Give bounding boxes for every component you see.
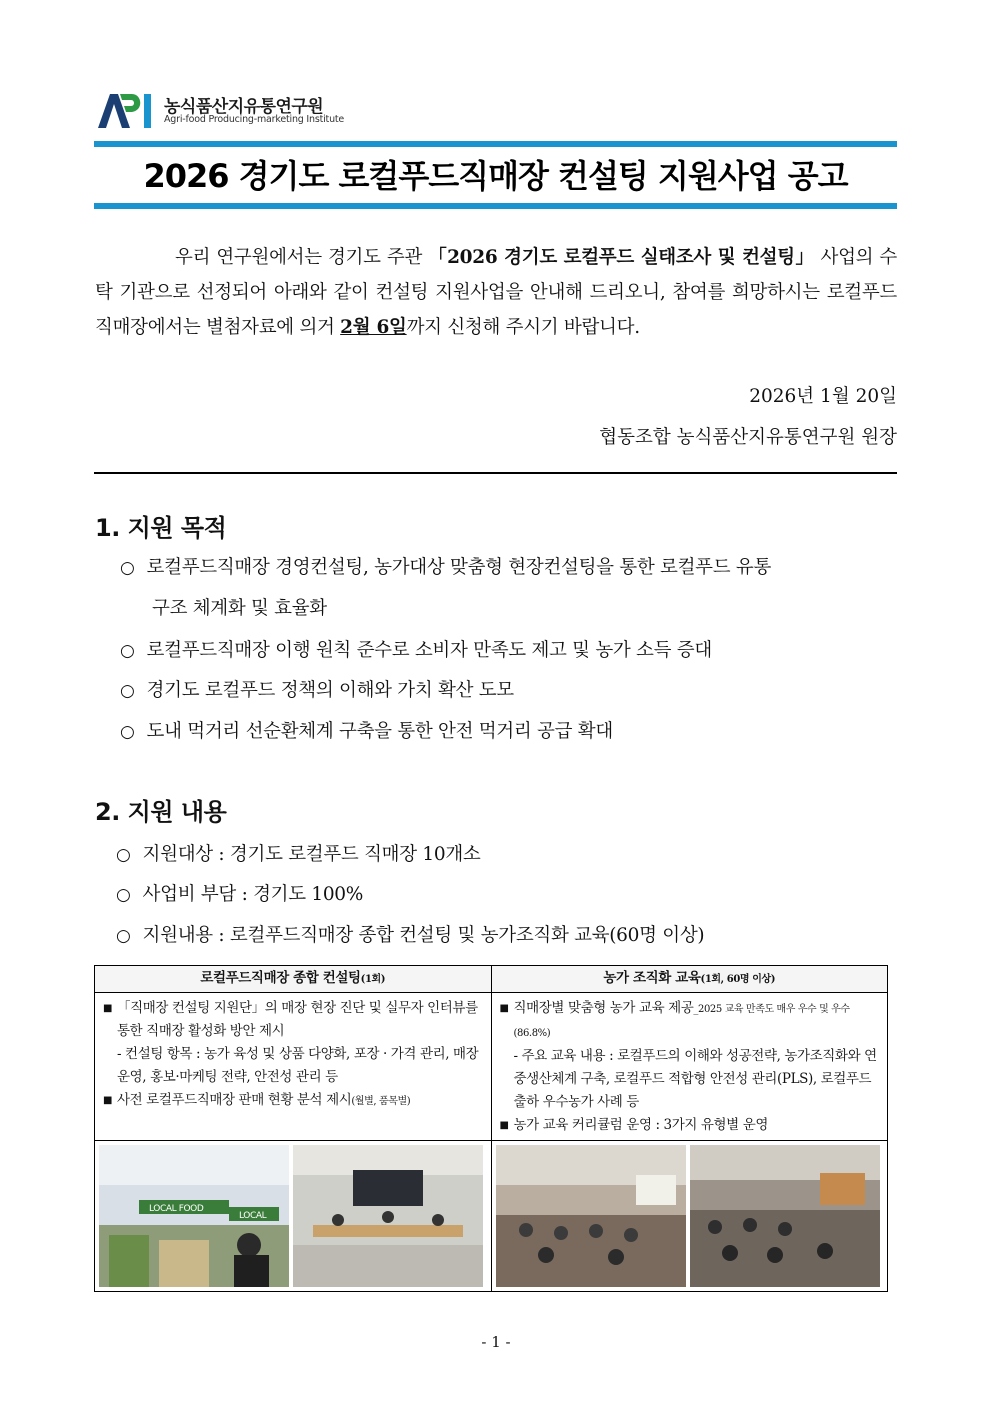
intro-text-a: 우리 연구원에서는 경기도 주관	[175, 247, 429, 268]
circle-bullet-icon: ○	[120, 641, 135, 661]
purpose-item-text: 경기도 로컬푸드 정책의 이해와 가치 확산 도모	[146, 680, 514, 701]
title-top-rule	[94, 141, 897, 147]
intro-text-c: 사업의 수탁 기관으로 선정되어 아래와 같이 컨설팅 지원사업을 안내해 드리오니, 참여를 희망하시는 로컬푸드직매장에서는 별첨자료에 의거	[95, 247, 898, 338]
content-item	[116, 921, 704, 947]
notice-date: 2026년 1월 20일	[749, 386, 897, 407]
application-deadline: 2월 6일	[340, 317, 407, 338]
list-sub-item: - 주요 교육 내용 : 로컬푸드의 이해와 성공전략, 농가조직화와 연중생산체계 구축, 로컬푸드 적합형 안전성 관리(PLS), 로컬푸드 출하 우수농가 사례 등	[513, 1048, 877, 1110]
circle-bullet-icon: ○	[116, 885, 131, 905]
org-logo	[96, 90, 396, 132]
consulting-photos	[95, 1141, 492, 1292]
farmer-education-photo	[496, 1145, 686, 1287]
store-consulting-photo	[99, 1145, 289, 1287]
page-number: - 1 -	[481, 1333, 511, 1351]
circle-bullet-icon: ○	[120, 722, 135, 742]
purpose-item-text: 도내 먹거리 선순환체계 구축을 통한 안전 먹거리 공급 확대	[146, 721, 613, 742]
api-logo-mark-icon	[96, 90, 158, 130]
list-sub-item: - 컨설팅 항목 : 농가 육성 및 상품 다양화, 포장 · 가격 관리, 매장 운영, 홍보·마케팅 전략, 안전성 관리 등	[117, 1046, 479, 1085]
purpose-item-continued: 구조 체계화 및 효율화	[152, 598, 327, 619]
purpose-item	[120, 553, 771, 579]
list-item: ■ 사전 로컬푸드직매장 판매 현황 분석 제시(월별, 품목별)	[103, 1089, 485, 1113]
circle-bullet-icon: ○	[120, 558, 135, 578]
circle-bullet-icon: ○	[120, 681, 135, 701]
program-name: 「2026 경기도 로컬푸드 실태조사 및 컨설팅」	[428, 247, 815, 268]
list-item: ■ 「직매장 컨설팅 지원단」의 매장 현장 진단 및 실무자 인터뷰를 통한 직매장 활성화 방안 제시	[103, 997, 485, 1043]
purpose-item	[120, 676, 514, 702]
list-item: ■ 직매장별 맞춤형 농가 교육 제공_2025 교육 만족도 매우 우수 및 우수(86.8%)	[500, 997, 882, 1045]
title-bottom-rule	[94, 203, 897, 209]
consulting-detail-cell	[95, 993, 492, 1141]
intro-text-d: 까지 신청해 주시기 바랍니다.	[406, 317, 640, 338]
content-item	[116, 880, 363, 906]
section-divider	[94, 472, 897, 474]
section-heading-content: 2. 지원 내용	[95, 798, 227, 826]
purpose-item-text: 로컬푸드직매장 경영컨설팅, 농가대상 맞춤형 현장컨설팅을 통한 로컬푸드 유통	[146, 557, 772, 578]
content-item-text: 지원대상 : 경기도 로컬푸드 직매장 10개소	[142, 844, 481, 865]
notice-signer: 협동조합 농식품산지유통연구원 원장	[599, 427, 897, 448]
content-item-text: 사업비 부담 : 경기도 100%	[142, 884, 364, 905]
education-photos	[491, 1141, 888, 1292]
circle-bullet-icon: ○	[116, 926, 131, 946]
table-header-consulting: 로컬푸드직매장 종합 컨설팅(1회)	[95, 966, 492, 993]
meeting-room-photo	[293, 1145, 483, 1287]
content-item-text: 지원내용 : 로컬푸드직매장 종합 컨설팅 및 농가조직화 교육(60명 이상)	[142, 925, 705, 946]
purpose-item	[120, 636, 712, 662]
purpose-item-text: 로컬푸드직매장 이행 원칙 준수로 소비자 만족도 제고 및 농가 소득 증대	[146, 640, 712, 661]
support-table	[94, 965, 888, 1292]
intro-paragraph	[95, 240, 897, 345]
document-title: 2026 경기도 로컬푸드직매장 컨설팅 지원사업 공고	[143, 157, 848, 195]
org-name-english: Agri-food Producing-marketing Institute	[164, 114, 345, 125]
table-header-education: 농가 조직화 교육(1회, 60명 이상)	[491, 966, 888, 993]
section-heading-purpose: 1. 지원 목적	[95, 514, 227, 542]
purpose-item	[120, 717, 613, 743]
content-item	[116, 840, 480, 866]
org-name-korean: 농식품산지유통연구원	[164, 97, 324, 117]
education-detail-cell	[491, 993, 888, 1141]
circle-bullet-icon: ○	[116, 845, 131, 865]
list-item: ■ 농가 교육 커리큘럼 운영 : 3가지 유형별 운영	[500, 1114, 882, 1137]
lecture-hall-photo	[690, 1145, 880, 1287]
store-sign-text: LOCAL	[239, 1211, 267, 1221]
store-sign-text: LOCAL FOOD	[149, 1204, 204, 1214]
